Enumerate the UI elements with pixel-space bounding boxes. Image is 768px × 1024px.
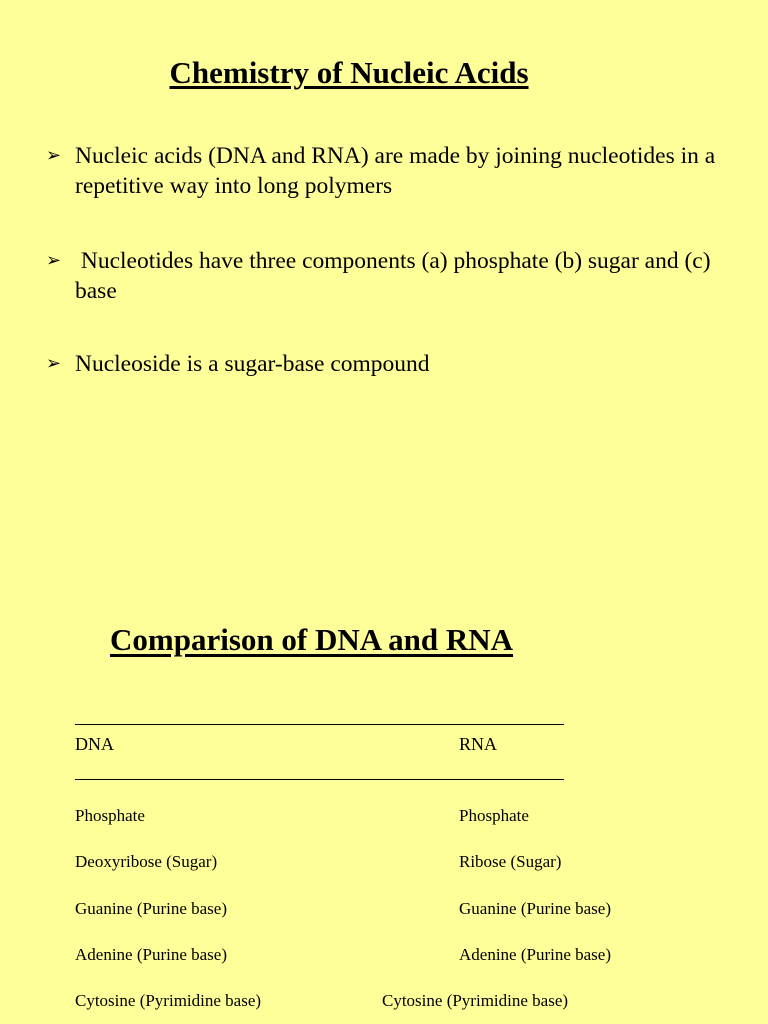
table-cell-rna: Phosphate (459, 806, 529, 825)
bullet-text: Nucleic acids (DNA and RNA) are made by joining nucleotides in a repetitive way into long polymers (75, 143, 722, 199)
bullet-item (46, 141, 726, 201)
table-cell-rna: Adenine (Purine base) (459, 945, 612, 964)
column-header-dna: DNA (75, 734, 114, 754)
bullet-item (46, 246, 726, 306)
arrow-bullet-icon: ➢ (46, 250, 62, 271)
table-cell-dna: Deoxyribose (Sugar) (75, 852, 218, 871)
arrow-bullet-icon: ➢ (46, 353, 62, 374)
table-top-rule (75, 724, 564, 725)
table-header-rule (75, 779, 564, 780)
table-cell-dna: Cytosine (Pyrimidine base) (75, 991, 262, 1010)
table-cell-dna: Guanine (Purine base) (75, 899, 228, 918)
table-cell-dna: Phosphate (75, 806, 145, 825)
bullet-text: Nucleotides have three components (a) phosphate (b) sugar and (c) base (75, 248, 717, 304)
column-header-rna: RNA (459, 734, 498, 754)
bullet-item (46, 349, 726, 379)
table-cell-dna: Adenine (Purine base) (75, 945, 228, 964)
table-cell-rna: Guanine (Purine base) (459, 899, 612, 918)
table-cell-rna: Cytosine (Pyrimidine base) (382, 991, 569, 1010)
page-title: Chemistry of Nucleic Acids (169, 55, 529, 90)
table-cell-rna: Ribose (Sugar) (459, 852, 562, 871)
bullet-text: Nucleoside is a sugar-base compound (75, 351, 430, 377)
arrow-bullet-icon: ➢ (46, 145, 62, 166)
comparison-title: Comparison of DNA and RNA (110, 622, 514, 657)
